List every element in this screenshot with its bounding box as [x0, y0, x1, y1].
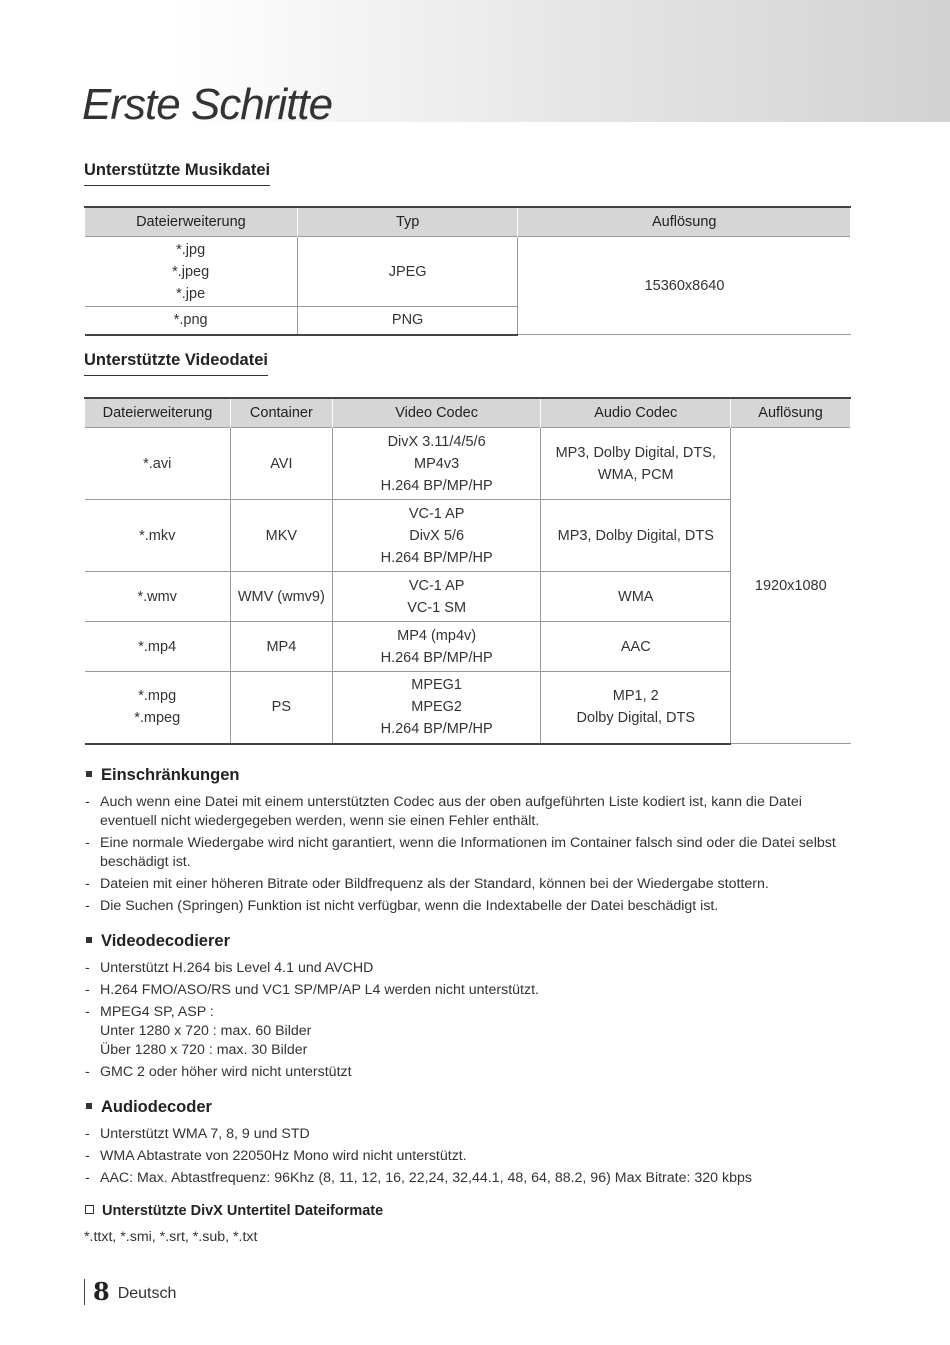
video-codec-cell: MP4 (mp4v) H.264 BP/MP/HP — [332, 622, 541, 672]
audio-codec-cell: MP3, Dolby Digital, DTS — [541, 500, 731, 572]
video-section-title: Unterstützte Videodatei — [84, 351, 268, 376]
list-item: - AAC: Max. Abtastfrequenz: 96Khz (8, 11, 12, 16, 22,24, 32,44.1, 48, 64, 88.2, 96) Max Bitrate: 320 kbps — [85, 1170, 752, 1186]
video-codec-cell: DivX 3.11/4/5/6 MP4v3 H.264 BP/MP/HP — [332, 428, 541, 500]
table-header-row — [85, 207, 851, 237]
audio-decoder-title: Audiodecoder — [101, 1098, 212, 1116]
video-codec-cell: VC-1 AP DivX 5/6 H.264 BP/MP/HP — [332, 500, 541, 572]
divx-subtitle-title: Unterstützte DivX Untertitel Dateiformate — [102, 1203, 384, 1219]
music-section-title: Unterstützte Musikdatei — [84, 161, 270, 186]
page-footer — [84, 1277, 176, 1305]
list-item-text: H.264 FMO/ASO/RS und VC1 SP/MP/AP L4 werden nicht unterstützt. — [100, 982, 539, 998]
square-bullet-icon — [86, 937, 92, 943]
list-item: - GMC 2 oder höher wird nicht unterstützt — [85, 1064, 352, 1080]
list-item-text: Auch wenn eine Datei mit einem unterstützten Codec aus der oben aufgeführten Liste kodiert ist, kann die Datei eventuell nicht wiedergegeben werden, wenn sie einen Fehler enthält. — [100, 794, 802, 829]
list-item-text: Dateien mit einer höheren Bitrate oder Bildfrequenz als der Standard, können bei der Wiedergabe stottern. — [100, 876, 769, 892]
extension-cell: *.mp4 — [85, 622, 231, 672]
container-cell: MKV — [230, 500, 332, 572]
video-decoder-title: Videodecodierer — [101, 932, 230, 950]
resolution-cell: 1920x1080 — [731, 428, 851, 744]
list-item-text: MPEG4 SP, ASP : Unter 1280 x 720 : max. 60 Bilder Über 1280 x 720 : max. 30 Bilder — [100, 1004, 312, 1058]
list-item: - Eine normale Wiedergabe wird nicht garantiert, wenn die Informationen im Container falsch sind oder die Datei selbst beschädigt ist. — [85, 835, 836, 870]
list-item: - MPEG4 SP, ASP : Unter 1280 x 720 : max. 60 Bilder Über 1280 x 720 : max. 30 Bilder — [85, 1004, 312, 1058]
audio-codec-cell: MP1, 2 Dolby Digital, DTS — [541, 672, 731, 744]
column-header: Container — [230, 398, 332, 428]
restrictions-heading — [84, 766, 239, 785]
list-item-text: GMC 2 oder höher wird nicht unterstützt — [100, 1064, 352, 1080]
video-decoder-list — [84, 959, 854, 1085]
list-item-text: Die Suchen (Springen) Funktion ist nicht verfügbar, wenn die Indextabelle der Datei beschädigt ist. — [100, 898, 719, 914]
column-header: Dateierweiterung — [85, 207, 298, 237]
list-item-text: Unterstützt H.264 bis Level 4.1 und AVCHD — [100, 960, 374, 976]
extension-cell: *.png — [85, 307, 298, 335]
list-item: - Die Suchen (Springen) Funktion ist nicht verfügbar, wenn die Indextabelle der Datei beschädigt ist. — [85, 898, 719, 914]
container-cell: MP4 — [230, 622, 332, 672]
audio-decoder-heading — [84, 1098, 212, 1117]
extension-cell: *.jpg *.jpeg *.jpe — [85, 237, 298, 307]
audio-decoder-list — [84, 1125, 854, 1191]
video-table — [84, 397, 851, 745]
restrictions-list — [84, 793, 854, 919]
list-item: - WMA Abtastrate von 22050Hz Mono wird nicht unterstützt. — [85, 1148, 467, 1164]
type-cell: JPEG — [297, 237, 518, 307]
list-item-text: AAC: Max. Abtastfrequenz: 96Khz (8, 11, 12, 16, 22,24, 32,44.1, 48, 64, 88.2, 96) Max Bitrate: 320 kbps — [100, 1170, 752, 1186]
list-item-text: Eine normale Wiedergabe wird nicht garantiert, wenn die Informationen im Container falsch sind oder die Datei selbst beschädigt ist. — [100, 835, 836, 870]
video-codec-cell: VC-1 AP VC-1 SM — [332, 572, 541, 622]
container-cell: AVI — [230, 428, 332, 500]
container-cell: PS — [230, 672, 332, 744]
square-bullet-icon — [86, 1103, 92, 1109]
column-header: Auflösung — [518, 207, 851, 237]
audio-codec-cell: WMA — [541, 572, 731, 622]
page-title: Erste Schritte — [82, 80, 333, 129]
audio-codec-cell: MP3, Dolby Digital, DTS, WMA, PCM — [541, 428, 731, 500]
list-item: - H.264 FMO/ASO/RS und VC1 SP/MP/AP L4 werden nicht unterstützt. — [85, 982, 539, 998]
column-header: Auflösung — [731, 398, 851, 428]
list-item: - Unterstützt H.264 bis Level 4.1 und AVCHD — [85, 960, 374, 976]
list-item: - Dateien mit einer höheren Bitrate oder Bildfrequenz als der Standard, können bei der Wiedergabe stottern. — [85, 876, 769, 892]
extension-cell: *.avi — [85, 428, 231, 500]
table-header-row — [85, 398, 851, 428]
divx-subtitle-formats: *.ttxt, *.smi, *.srt, *.sub, *.txt — [84, 1229, 258, 1245]
extension-cell: *.wmv — [85, 572, 231, 622]
footer-language: Deutsch — [117, 1285, 177, 1302]
music-table — [84, 206, 851, 336]
video-decoder-heading — [84, 932, 230, 951]
resolution-cell: 15360x8640 — [518, 237, 851, 335]
column-header: Audio Codec — [541, 398, 731, 428]
footer-divider — [84, 1279, 85, 1305]
extension-cell: *.mpg *.mpeg — [85, 672, 231, 744]
table-row — [85, 428, 851, 500]
column-header: Video Codec — [332, 398, 541, 428]
list-item-text: WMA Abtastrate von 22050Hz Mono wird nicht unterstützt. — [100, 1148, 467, 1164]
list-item: - Auch wenn eine Datei mit einem unterstützten Codec aus der oben aufgeführten Liste kodiert ist, kann die Datei eventuell nicht wiedergegeben werden, wenn sie einen Fehler enthält. — [85, 794, 802, 829]
list-item: - Unterstützt WMA 7, 8, 9 und STD — [85, 1126, 310, 1142]
divx-subtitle-heading — [84, 1203, 383, 1219]
restrictions-title: Einschränkungen — [101, 766, 240, 784]
column-header: Typ — [297, 207, 518, 237]
column-header: Dateierweiterung — [85, 398, 231, 428]
square-bullet-icon — [86, 771, 92, 777]
table-row — [85, 237, 851, 307]
audio-codec-cell: AAC — [541, 622, 731, 672]
container-cell: WMV (wmv9) — [230, 572, 332, 622]
extension-cell: *.mkv — [85, 500, 231, 572]
type-cell: PNG — [297, 307, 518, 335]
video-codec-cell: MPEG1 MPEG2 H.264 BP/MP/HP — [332, 672, 541, 744]
list-item-text: Unterstützt WMA 7, 8, 9 und STD — [100, 1126, 310, 1142]
checkbox-bullet-icon — [85, 1205, 94, 1214]
page-number: 8 — [93, 1277, 110, 1306]
